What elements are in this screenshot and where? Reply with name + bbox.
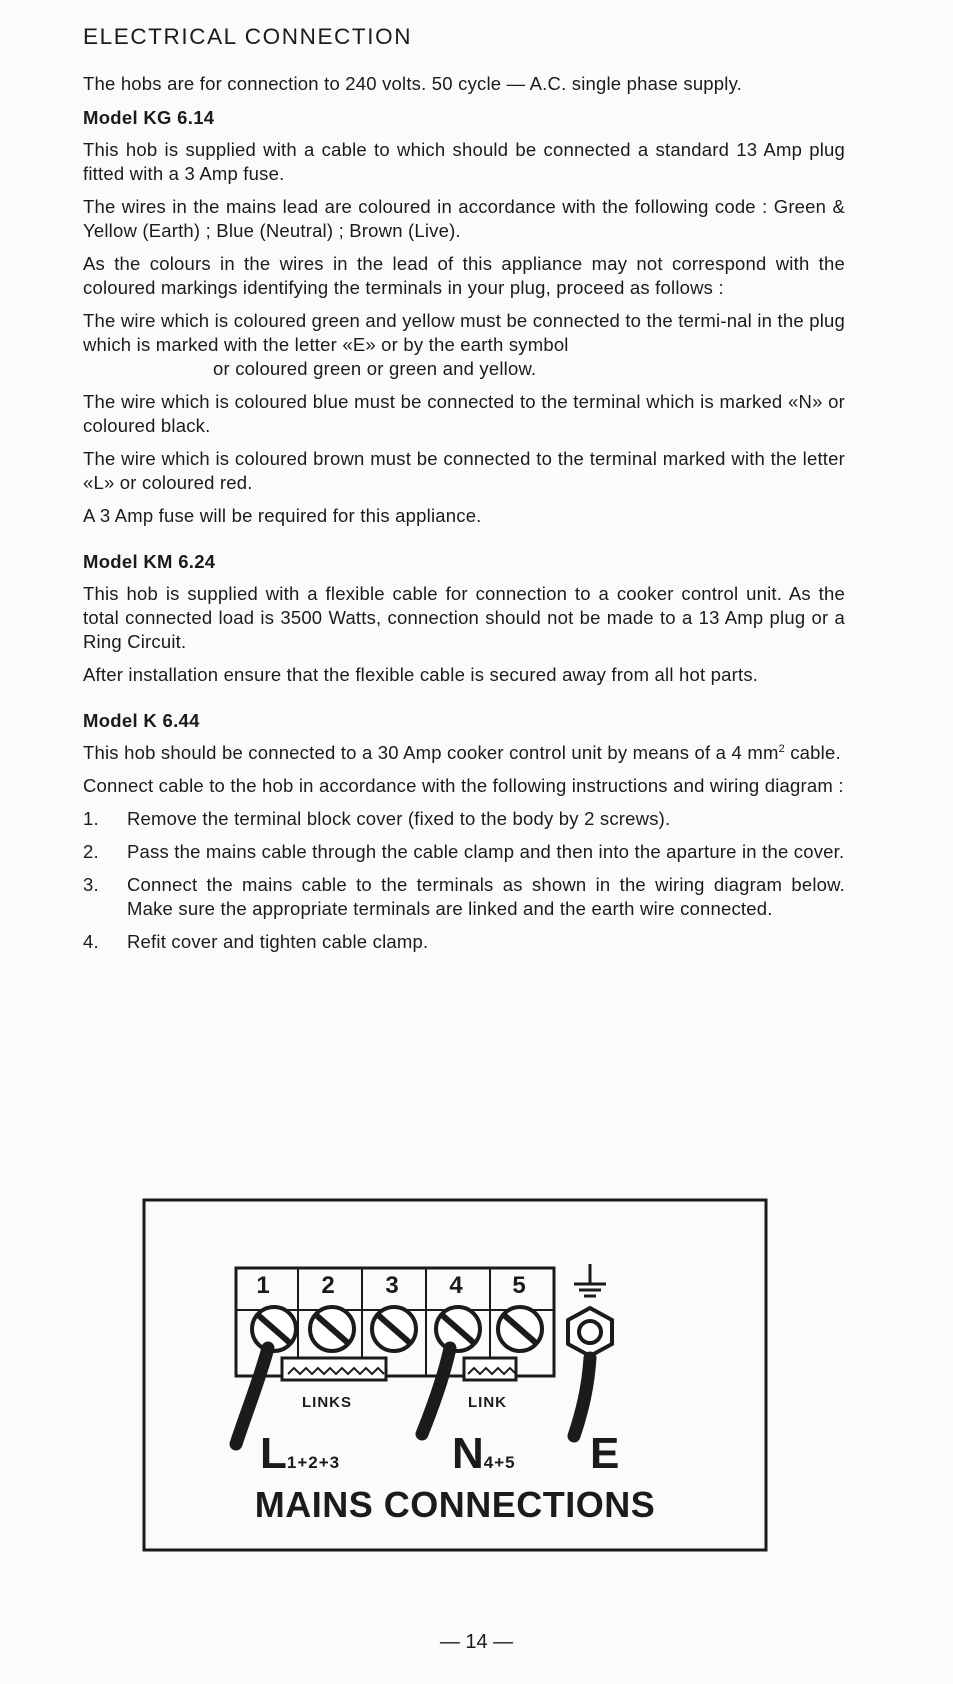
step-number: 4. [83,931,99,952]
earth-label: E [590,1429,620,1478]
terminal-screw-3 [372,1307,416,1351]
k-paragraph-2: Connect cable to the hob in accordance with the following instructions and wiring diagram : [83,775,844,796]
instruction-list [83,807,845,954]
terminal-screw-2 [310,1307,354,1351]
kg-paragraph-7: A 3 Amp fuse will be required for this appliance. [83,505,482,526]
page-heading: ELECTRICAL CONNECTION [83,24,413,49]
link-label: LINK [468,1394,507,1411]
neutral-letter: N [452,1429,484,1478]
page-number: — 14 — [439,1631,514,1653]
terminal-label: 3 [385,1272,399,1299]
km-paragraph-2: After installation ensure that the flexible cable is secured away from all hot parts. [83,664,759,685]
kg-paragraph-5: The wire which is coloured blue must be connected to the terminal which is marked «N» or coloured black. [83,391,845,436]
terminal-label: 2 [321,1272,335,1299]
step-number: 2. [83,841,99,862]
terminal-label: 4 [449,1272,463,1299]
step-text: Remove the terminal block cover (fixed to the body by 2 screws). [127,808,671,829]
kg-paragraph-2: The wires in the mains lead are coloured in accordance with the following code : Green & Yellow (Earth) ; Blue (Neutral) ; Brown (Live). [83,196,845,241]
live-label [260,1430,340,1487]
kg-paragraph-1: This hob is supplied with a cable to which should be connected a standard 13 Amp plug fitted with a 3 Amp fuse. [83,139,845,184]
earth-symbol [574,1264,606,1296]
kg-paragraph-3: As the colours in the wires in the lead of this appliance may not correspond with the coloured markings identifying the terminals in your plug, proceed as follows : [83,253,845,298]
kg-paragraph-4 [83,309,845,381]
k-paragraph-1-text: This hob should be connected to a 30 Amp cooker control unit by means of a 4 mm [83,742,779,763]
live-letter: L [260,1429,287,1478]
step-text: Refit cover and tighten cable clamp. [127,931,429,952]
wiring-diagram [142,1198,768,1554]
list-item [83,807,845,831]
kg-paragraph-6: The wire which is coloured brown must be connected to the terminal marked with the letter «L» or coloured red. [83,448,845,493]
terminal-label: 5 [512,1272,526,1299]
section-title-k: Model K 6.44 [83,710,200,731]
step-text: Connect the mains cable to the terminals as shown in the wiring diagram below. Make sure the appropriate terminals are linked and the earth wire connected. [127,874,845,919]
squared-superscript: 2 [778,742,785,755]
kg-paragraph-4-part-b: or coloured green or green and yellow. [213,358,537,379]
intro-paragraph: The hobs are for connection to 240 volts. 50 cycle — A.C. single phase supply. [83,73,743,94]
links-label: LINKS [302,1394,352,1411]
diagram-title: MAINS CONNECTIONS [254,1484,656,1525]
link-bar-4-5 [464,1358,516,1380]
step-text: Pass the mains cable through the cable clamp and then into the aparture in the cover. [127,841,845,862]
page-content [83,22,845,963]
terminal-screw-5 [498,1307,542,1351]
list-item [83,930,845,954]
live-terminals: 1+2+3 [286,1453,341,1472]
kg-paragraph-4-part-a: The wire which is coloured green and yellow must be connected to the termi-nal in the plug which is marked with the letter «E» or by the earth symbol [83,310,845,355]
neutral-terminals: 4+5 [483,1453,516,1472]
km-paragraph-1: This hob is supplied with a flexible cable for connection to a cooker control unit. As the total connected load is 3500 Watts, connection should not be made to a 13 Amp plug or a Ring Circuit. [83,583,845,652]
earth-wire [574,1358,590,1436]
neutral-label [452,1430,516,1487]
terminal-screw-1 [252,1307,296,1351]
step-number: 1. [83,808,99,829]
earth-terminal [568,1308,612,1356]
link-bar-1-2-3 [282,1358,386,1380]
k-paragraph-1-end: cable. [784,742,841,763]
list-item [83,840,845,864]
list-item [83,873,845,921]
section-title-kg: Model KG 6.14 [83,107,215,128]
k-paragraph-1 [83,741,845,765]
section-title-km: Model KM 6.24 [83,551,216,572]
step-number: 3. [83,874,99,895]
terminal-screw-4 [436,1307,480,1351]
terminal-label: 1 [256,1272,270,1299]
